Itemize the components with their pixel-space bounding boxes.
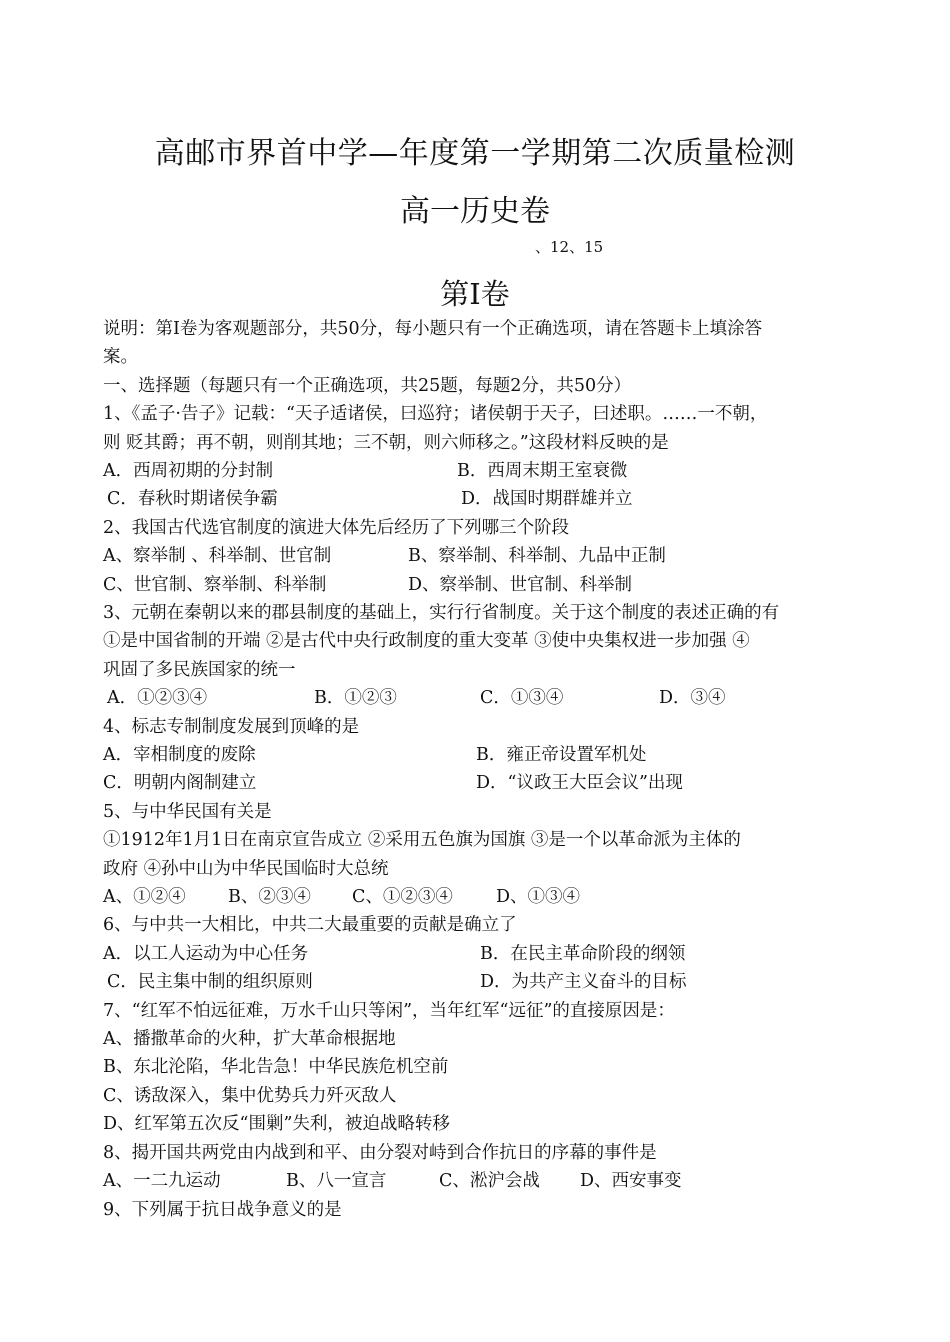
question-4-stem: 4、标志专制制度发展到顶峰的是 xyxy=(103,717,360,737)
question-8-stem: 8、揭开国共两党由内战到和平、由分裂对峙到合作抗日的序幕的事件是 xyxy=(103,1143,657,1163)
question-2-stem: 2、我国古代选官制度的演进大体先后经历了下列哪三个阶段 xyxy=(103,518,570,538)
exam-date: 、12、15 xyxy=(535,238,604,256)
question-7-option-c: C、诱敌深入，集中优势兵力歼灭敌人 xyxy=(103,1086,397,1106)
question-5-option-c: C、①②③④ xyxy=(352,887,453,907)
question-6-stem: 6、与中共一大相比，中共二大最重要的贡献是确立了 xyxy=(103,915,517,935)
exam-title: 高邮市界首中学—年度第一学期第二次质量检测 xyxy=(154,136,796,171)
question-8-option-a: A、一二九运动 xyxy=(103,1171,221,1191)
question-4-option-d: D．“议政王大臣会议”出现 xyxy=(476,773,683,793)
question-1-stem: 则 贬其爵；再不朝，则削其地；三不朝，则六师移之。”这段材料反映的是 xyxy=(103,433,669,453)
question-2-option-c: C、世官制、察举制、科举制 xyxy=(103,575,327,595)
question-6-option-a: A．以工人运动为中心任务 xyxy=(103,944,309,964)
question-5-items: ①1912年1月1日在南京宣告成立 ②采用五色旗为国旗 ③是一个以革命派为主体的 xyxy=(103,830,741,850)
question-1-option-d: D．战国时期群雄并立 xyxy=(461,489,633,509)
question-3-stem: 3、元朝在秦朝以来的郡县制度的基础上，实行行省制度。关于这个制度的表述正确的有 xyxy=(103,603,780,623)
question-9-stem: 9、下列属于抗日战争意义的是 xyxy=(103,1200,342,1220)
question-3-option-d: D．③④ xyxy=(659,688,726,708)
part-title: 一、选择题（每题只有一个正确选项，共25题，每题2分，共50分） xyxy=(103,376,632,396)
question-7-option-a: A、播撒革命的火种，扩大革命根据地 xyxy=(103,1029,396,1049)
question-5-stem: 5、与中华民国有关是 xyxy=(103,802,272,822)
question-3-option-c: C．①③④ xyxy=(480,688,564,708)
question-1-option-a: A．西周初期的分封制 xyxy=(103,461,274,481)
question-7-stem: 7、“红军不怕远征难，万水千山只等闲”，当年红军“远征”的直接原因是： xyxy=(103,1001,675,1021)
question-3-items: ①是中国省制的开端 ②是古代中央行政制度的重大变革 ③使中央集权进一步加强 ④ xyxy=(103,631,750,651)
question-2-option-d: D、察举制、世官制、科举制 xyxy=(408,575,633,595)
question-8-option-c: C、淞沪会战 xyxy=(439,1171,540,1191)
question-7-option-d: D、红军第五次反“围剿”失利，被迫战略转移 xyxy=(103,1114,450,1134)
instructions-line: 说明：第Ⅰ卷为客观题部分，共50分，每小题只有一个正确选项，请在答题卡上填涂答 xyxy=(103,319,763,339)
question-3-option-b: B．①②③ xyxy=(314,688,397,708)
question-2-option-b: B、察举制、科举制、九品中正制 xyxy=(408,546,666,566)
question-3-items: 巩固了多民族国家的统一 xyxy=(103,660,296,680)
question-1-stem: 1、《孟子·告子》记载：“天子适诸侯，曰巡狩；诸侯朝于天子，曰述职。……一不朝， xyxy=(103,404,768,424)
question-6-option-c: C．民主集中制的组织原则 xyxy=(107,972,313,992)
question-5-items: 政府 ④孙中山为中华民国临时大总统 xyxy=(103,859,389,879)
question-8-option-d: D、西安事变 xyxy=(580,1171,682,1191)
question-5-option-d: D、①③④ xyxy=(496,887,581,907)
question-6-option-b: B．在民主革命阶段的纲领 xyxy=(480,944,686,964)
question-4-option-b: B．雍正帝设置军机处 xyxy=(476,745,647,765)
question-8-option-b: B、八一宣言 xyxy=(286,1171,387,1191)
instructions-line: 案。 xyxy=(103,347,138,367)
question-3-option-a: A．①②③④ xyxy=(107,688,208,708)
exam-subtitle: 高一历史卷 xyxy=(400,194,550,229)
question-5-option-a: A、①②④ xyxy=(103,887,186,907)
question-2-option-a: A、察举制 、科举制、世官制 xyxy=(103,546,332,566)
question-7-option-b: B、东北沦陷，华北告急！中华民族危机空前 xyxy=(103,1057,449,1077)
question-5-option-b: B、②③④ xyxy=(228,887,311,907)
question-4-option-c: C．明朝内阁制建立 xyxy=(103,773,257,793)
question-6-option-d: D．为共产主义奋斗的目标 xyxy=(480,972,687,992)
question-4-option-a: A．宰相制度的废除 xyxy=(103,745,256,765)
section-heading: 第Ⅰ卷 xyxy=(440,277,510,311)
question-1-option-b: B．西周末期王室衰微 xyxy=(457,461,628,481)
question-1-option-c: C．春秋时期诸侯争霸 xyxy=(107,489,278,509)
